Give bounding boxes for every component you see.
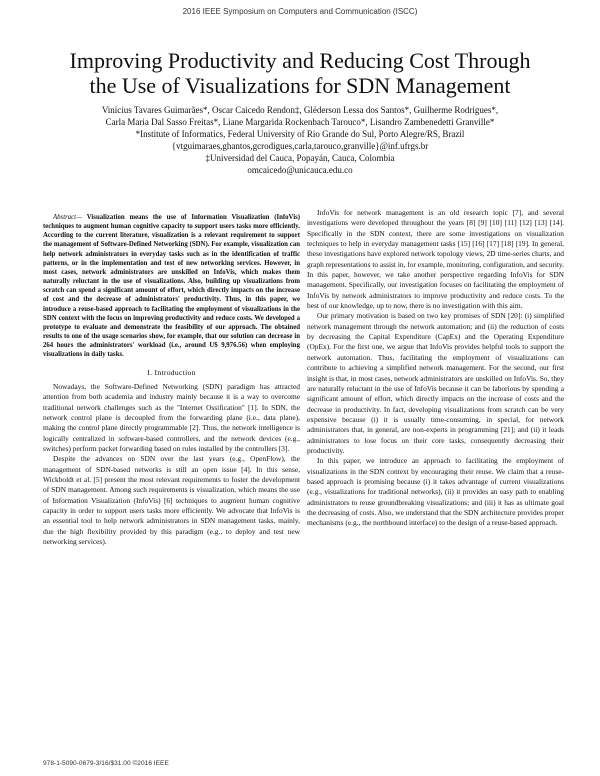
- author-line-1: Vinícius Tavares Guimarães*, Oscar Caicedo Rendon‡, Gléderson Lessa dos Santos*, Guilherme Rodrigues*,: [101, 105, 499, 115]
- abstract: [43, 213, 300, 360]
- right-paragraph-3: In this paper, we introduce an approach to facilitating the employment of visualizations in the SDN context by encouraging their reuse. We claim that a reuse-based approach is promising because (i) it takes advantage of current visualizations (e.g., visualizations for traditional networks), (ii) it provides an easy path to enabling administrators to reuse groundbreaking visualizations; and (iii) it has as ultimate goal the decreasing of costs. Also, we understand that the SDN architecture provides proper mechanisms (e.g., the northbound interface) to the design of a reuse-based approach.: [307, 456, 564, 528]
- right-column: [307, 208, 564, 529]
- affiliation-1: *Institute of Informatics, Federal University of Rio Grande do Sul, Porto Alegre/RS, Brazil: [135, 129, 465, 139]
- title-line-2: the Use of Visualizations for SDN Management: [89, 73, 511, 98]
- author-block: [30, 104, 570, 176]
- right-paragraph-1: InfoVis for network management is an old research topic [7], and several investigations were developed throughout the years [8] [9] [10] [11] [12] [13] [14]. Specifically in the SDN context, there are some investigations on visualization techniques to help in everyday management tasks [15] [16] [17] [18] [19]. In general, these investigations have explored network topology views, 2D time-series charts, and graph representations to assist in, for example, monitoring, configuration, and security. In this paper, however, we take another perspective regarding InfoVis for SDN management. Specifically, our investigation focuses on facilitating the employment of InfoVis by network administrators to improve productivity and reduce costs. To the best of our knowledge, up to now, there is no investigation with this aim.: [307, 208, 564, 311]
- author-line-2: Carla Maria Dal Sasso Freitas*, Liane Margarida Rockenbach Tarouco*, Lisandro Zambenedetti Granville*: [105, 117, 495, 127]
- left-paragraph-1: Nowadays, the Software-Defined Networking (SDN) paradigm has attracted attention from both academia and industry mainly because it is a way to overcome traditional network challenges such as the "Internet Ossification" [1]. In SDN, the network control plane is decoupled from the forwarding plane (i.e., data plane), making the control plane directly programmable [2]. Thus, the network intelligence is logically centralized in software-based controllers, and the network devices (e.g., switches) perform packet forwarding based on rules installed by the controllers [3].: [43, 381, 300, 453]
- paper-title: [40, 48, 560, 98]
- left-paragraph-2: Despite the advances on SDN over the last years (e.g., OpenFlow), the management of SDN-based networks is still an open issue [4]. In this sense, Wickboldt et al. [5] present the most relevant requirements to foster the development of SDN management. Among such requirements is visualization, which means the use of Information Visualization (InfoVis) [6] techniques to augment human cognitive capacity in order to support users tasks more efficiently. We advocate that InfoVis is an essential tool to help network administrators in SDN management tasks, mainly, due the high flexibility provided by this paradigm (e.g., to deploy and test new networking services).: [43, 454, 300, 546]
- left-column: [43, 213, 300, 547]
- abstract-text: Visualization means the use of Information Visualization (InfoVis) techniques to augment human cognitive capacity to support users tasks more efficiently. According to the current literature, visualization is a relevant requirement to support the management of Software-Defined Networking (SDN). For example, visualization can help network administrators in everyday tasks such as in the identification of traffic patterns, or in the implementation and test of new networking services. However, in most cases, network administrators are unskilled on InfoVis, which makes them naturally reluctant in the use of visualizations. Also, building up visualizations from scratch can spend a significant amount of effort, which directly impacts on the increase of cost and the decrease of administrators' productivity. Thus, in this paper, we introduce a reuse-based approach to facilitating the employment of visualizations in the SDN context with the focus on improving productivity and reduce costs. We developed a prototype to evaluate and demonstrate the feasibility of our approach. The obtained results to one of the usage scenarios show, for example, that our solution can decrease in 264 hours the administrators' workload (i.e., around U$ 9,976.56) when employing visualizations in daily tasks.: [43, 214, 300, 359]
- conference-header: 2016 IEEE Symposium on Computers and Communication (ISCC): [182, 7, 418, 16]
- email-line-2: omcaicedo@unicauca.edu.co: [247, 165, 353, 175]
- title-line-1: Improving Productivity and Reducing Cost Through: [69, 48, 531, 73]
- copyright-footer: 978-1-5090-0679-3/16/$31.00 ©2016 IEEE: [43, 760, 169, 767]
- right-paragraph-2: Our primary motivation is based on two key promises of SDN [20]: (i) simplified network management through the network automation; and (ii) the reduction of costs by decreasing the Capital Expenditure (CapEx) and the Operating Expenditure (OpEx). For the first one, we argue that InfoVis provides helpful tools to support the network automation. Thus, facilitating the employment of visualizations can contribute to achieving a simplified network management. For the second, our first insight is that, in most cases, network administrators are unskilled on InfoVis. So, they are naturally reluctant in the use of InfoVis because it can be laborious by spending a significant amount of effort, which directly impacts on the increase of costs and the decrease in productivity. In fact, developing visualizations from scratch can be very expensive because (i) it is usually time-consuming, in special, for network administrators that, in general, are non-experts in programming [21]; and (ii) it leads administrators to lose focus on their core tasks, consequently decreasing their productivity.: [307, 311, 564, 455]
- section-heading: I. Introduction: [147, 367, 196, 377]
- abstract-label: Abstract—: [53, 214, 83, 221]
- email-line-1: {vtguimaraes,ghantos,gcrodigues,carla,tarouco,granville}@inf.ufrgs.br: [171, 141, 429, 151]
- affiliation-2: ‡Universidad del Cauca, Popayán, Cauca, Colombia: [205, 153, 395, 163]
